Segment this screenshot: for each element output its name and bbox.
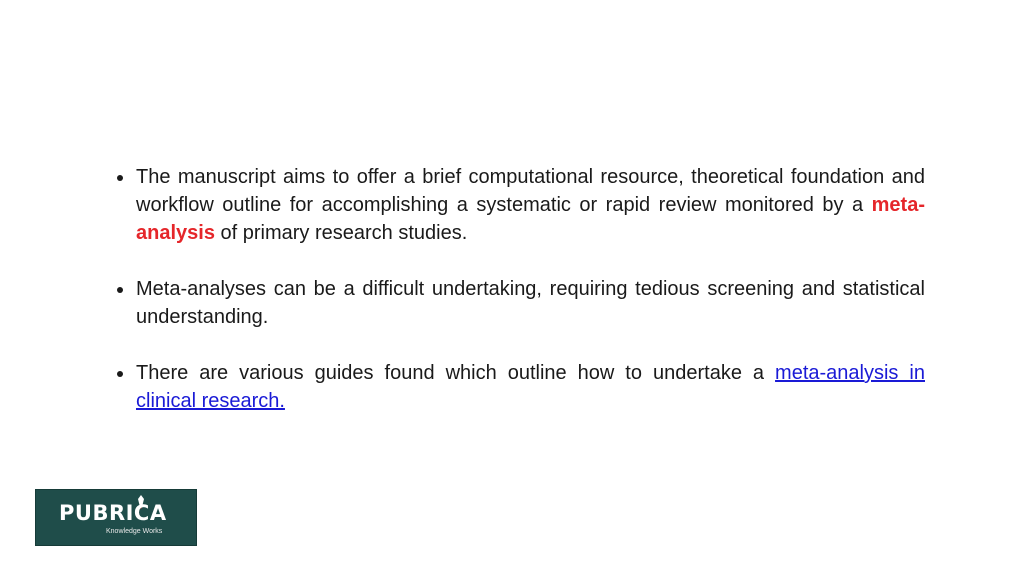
pubrica-logo <box>35 489 197 546</box>
logo-tagline: Knowledge Works <box>106 528 163 535</box>
bullet-text: There are various guides found which outline how to undertake a <box>136 362 776 384</box>
meta-analysis-link[interactable]: meta-analysis in clinical research. <box>136 362 925 412</box>
highlight-keyword: meta-analysis <box>136 194 925 244</box>
bullet-dot-icon <box>117 175 123 181</box>
bullet-dot-icon <box>117 287 123 293</box>
bullet-item <box>115 359 925 415</box>
bullet-text: of primary research studies. <box>214 222 468 244</box>
bullet-item <box>115 275 925 331</box>
logo-wordmark: PUBRICA <box>59 501 167 525</box>
bullet-list <box>115 163 925 443</box>
bullet-item <box>115 163 925 247</box>
bullet-text: Meta-analyses can be a difficult undertaking, requiring tedious screening and statistical understanding. <box>136 278 925 328</box>
bullet-dot-icon <box>117 371 123 377</box>
bullet-text: The manuscript aims to offer a brief computational resource, theoretical foundation and workflow outline for accomplishing a systematic or rapid review monitored by a <box>136 166 925 216</box>
